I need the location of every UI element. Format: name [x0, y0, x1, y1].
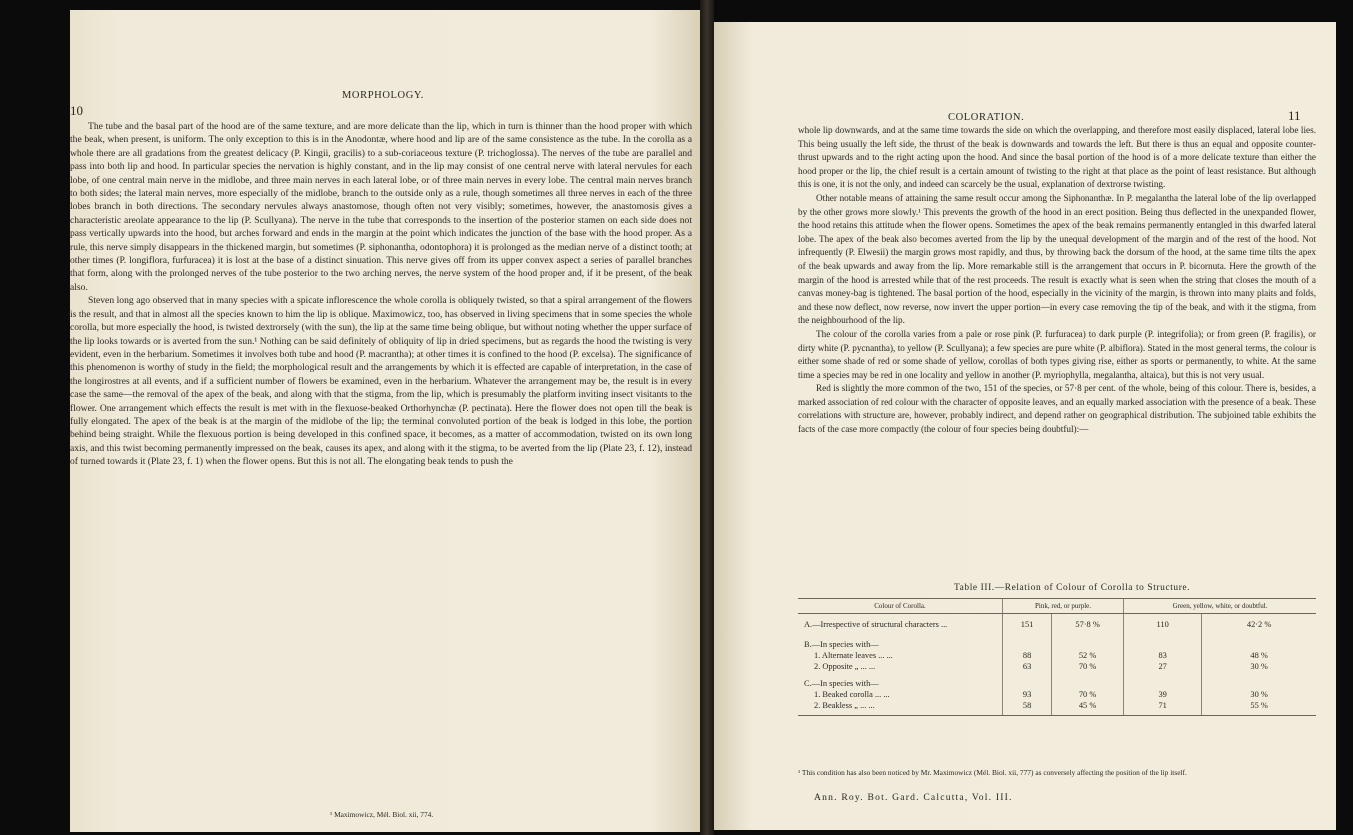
cell: 83 — [1124, 651, 1202, 662]
cell: 93 — [1003, 690, 1052, 701]
table-caption: Table III.—Relation of Colour of Corolla to Structure. — [954, 583, 1191, 593]
left-page — [70, 10, 700, 832]
table-row — [798, 634, 1316, 651]
row-label: 2. Opposite „ ... ... — [814, 661, 876, 671]
cell — [1003, 673, 1052, 690]
row-label: 1. Alternate leaves ... ... — [814, 650, 893, 660]
table-row — [798, 614, 1316, 634]
cell: 52 % — [1052, 651, 1124, 662]
cell: 55 % — [1202, 701, 1316, 716]
right-paragraph-4: Red is slightly the more common of the two, 151 of the species, or 57·8 per cent. of the whole, being of this colour. There is, besides, a marked association of red colour with the character of opposite leaves, and an equally marked association with the presence of a beak. These correlations with structure are, however, probably indirect, and depend rather on geographical distribution. The subjoined table exhibits the facts of the case more compactly (the colour of four species being doubtful):— — [798, 383, 1316, 435]
cell: 58 — [1003, 701, 1052, 716]
cell: 88 — [1003, 651, 1052, 662]
cell: 70 % — [1052, 690, 1124, 701]
right-page-number: 11 — [1288, 108, 1301, 123]
right-body-text — [798, 124, 1316, 437]
table-row — [798, 662, 1316, 673]
cell: 48 % — [1202, 651, 1316, 662]
cell — [1202, 673, 1316, 690]
cell: 27 — [1124, 662, 1202, 673]
table-row — [798, 701, 1316, 716]
cell: 39 — [1124, 690, 1202, 701]
left-footnote: ¹ Maximowicz, Mél. Biol. xii, 774. — [330, 810, 434, 819]
cell — [1052, 634, 1124, 651]
cell: 30 % — [1202, 690, 1316, 701]
cell — [1003, 634, 1052, 651]
cell: 42·2 % — [1202, 614, 1316, 634]
left-paragraph-1: The tube and the basal part of the hood are of the same texture, and are more delicate than the lip, which in turn is thinner than the hood proper with which the beak, when present, is uniform. The only exception to this is in the Anodontæ, where hood and lip are of the same consistence as the tube. In the corolla as a whole there are all gradations from the greatest delicacy (P. Kingii, gracilis) to a sub-coriaceous texture (P. trichoglossa). The nerves of the tube are parallel and pass into both lip and hood. In particular species the nervation is highly constant, and in the lip may consist of one central nerve with lateral nervules for each lobe, of one central main nerve in the midlobe, and three main nerves in each lateral lobe, or of three main nerves in every lobe. The central main nerves branch to both sides; the lateral main nerves, more especially of the midlobe, branch to the outside only as a rule, though sometimes all three nerves in each of the three lobes branch in both directions. The secondary nervules always anastomose, though often not very visibly; sometimes, however, the anastomosis gives a characteristic areolate appearance to the lip (P. Scullyana). The nerve in the tube that corresponds to the insertion of the posterior stamen on each side does not pass vertically upwards into the hood, but arches forward and ends in the margin at the point which indicates the junction of the base with the hood proper. As a rule, this nerve simply disappears in the thickened margin, but sometimes (P. siphonantha, odontophora) it is prolonged as the median nerve of a distinct tooth; at other times (P. longiflora, furfuracea) it is lost at the base of a distinct sinuation. This nerve gives off from its upper convex aspect a series of parallel branches that form, along with the prolonged nerves of the tube posterior to the two arching nerves, the nerve system of the hood proper and, if it be present, of the beak also. — [70, 121, 692, 293]
row-label: A.—Irrespective of structural characters ... — [804, 620, 948, 629]
book-spine — [700, 0, 714, 835]
cell — [1124, 673, 1202, 690]
cell — [1202, 634, 1316, 651]
table-row — [798, 690, 1316, 701]
row-label: 1. Beaked corolla ... ... — [814, 689, 890, 699]
left-paragraph-2: Steven long ago observed that in many species with a spicate inflorescence the whole corolla is obliquely twisted, so that a spiral arrangement of the flowers is the result, and that in almost all the species known to him the lip is oblique. Maximowicz, too, has observed in living specimens that in some species the whole corolla, but more especially the hood, is twisted dextrorsely (with the sun), the lip at the same time being oblique, but without noting whether the upper surface of the lip looks towards or is averted from the sun.¹ Nothing can be said definitely of obliquity of lip in dried specimens, but as regards the hood the twisting is very evident, even in the herbarium. Sometimes it involves both tube and hood (P. macrantha); at other times it is confined to the hood (P. excelsa). The significance of this phenomenon is worthy of study in the field; the morphological result and the arrangements by which it is effected are capable of interpretation, in the case of the longirostres at all events, and if a sufficient number of flowers be examined, even in the herbarium. Whatever the arrangement may be, the result is in every case the same—the removal of the apex of the beak, and along with that the stigma, from the lip, which is presumably the platform inviting insect visitants to the flower. One arrangement which effects the result is met with in the flexuose-beaked Orthorhynchæ (P. pectinata). Here the flower does not open till the beak is fully elongated. The apex of the beak is at the margin of the midlobe of the lip; the terminal convoluted portion of the beak is lodged in this lobe, the portion behind being straight. While the flexuous portion is being developed in this confined space, it becomes, as a matter of accommodation, twisted on its own long axis, and this twist becoming permanently impressed on the beak, causes its apex, and along with it the stigma, to be averted from the lip (Plate 23, f. 12), instead of turned towards it (Plate 23, f. 1) when the flower opens. But this is not all. The elongating beak tends to push the — [70, 295, 692, 468]
left-running-head: MORPHOLOGY. — [342, 90, 424, 101]
table-row — [798, 651, 1316, 662]
right-paragraph-1: whole lip downwards, and at the same time towards the side on which the overlapping, and therefore most easily displaced, lateral lobe lies. This being usually the left side, the thrust of the beak is downwards and towards the left. But there is thus an equal and opposite counter-thrust upwards and to the right acting upon the hood. And since the basal portion of the hood is of a more delicate texture than either the hood proper or the lip, the chief result is a certain amount of twisting to the right at that place as the point of least resistance. But although this is one, it is not the only, and indeed can scarcely be the usual, explanation of dextrorse twisting. — [798, 125, 1316, 190]
table-header-row — [798, 599, 1316, 614]
table-row — [798, 673, 1316, 690]
cell: 70 % — [1052, 662, 1124, 673]
table-header: Colour of Corolla. — [798, 599, 1003, 614]
cell: 151 — [1003, 614, 1052, 634]
coloration-table — [798, 598, 1316, 716]
table-header: Green, yellow, white, or doubtful. — [1124, 599, 1316, 614]
right-paragraph-2: Other notable means of attaining the same result occur among the Siphonanthæ. In P. megalantha the lateral lobe of the lip overlapped by the other grows more slowly.¹ This prevents the growth of the hood in an erect position. Being thus deflected in the unexpanded flower, the hood retains this attitude when the flower opens. Sometimes the apex of the beak remains permanently entangled in this dwarfed lateral lobe. The apex of the beak also becomes averted from the lip by the unequal development of the margin and of the rest of the hood. Not infrequently (P. Elwesii) the margin grows most rapidly, and thus, by throwing back the dorsum of the hood, at the same time tilts the apex of the beak upwards and away from the lip. More remarkable still is the arrangement that occurs in P. bicornuta. Here the growth of the margin of the hood is arrested while that of the rest proceeds. The result is exactly what is seen when the string that closes the mouth of a canvas money-bag is tightened. The basal portion of the hood, especially in the vicinity of the margin, is thrown into many plaits and folds, and these now deflect, now reverse, now invert the upper portion—in every case removing the tip of the beak, and with it the stigma, from the neighbourhood of the lip. — [798, 192, 1316, 326]
journal-footer: Ann. Roy. Bot. Gard. Calcutta, Vol. III. — [814, 792, 1013, 803]
right-paragraph-3: The colour of the corolla varies from a pale or rose pink (P. furfuracea) to dark purple (P. integrifolia); or from green (P. fragilis), or dirty white (P. pycnantha), to yellow (P. Scullyana); a few species are pure white (P. albiflora). Stated in the most general terms, the colour is either some shade of red or some shade of yellow, corollas of both types giving rise, either as sports or permanently, to white. At the same time a species may be red in one locality and yellow in another (P. myriophylla, megalantha, altaica), but this is not very usual. — [798, 328, 1316, 380]
cell — [1124, 634, 1202, 651]
cell: 57·8 % — [1052, 614, 1124, 634]
cell: 63 — [1003, 662, 1052, 673]
left-body-text — [70, 120, 692, 469]
row-label: C.—In species with— — [804, 678, 879, 688]
cell — [1052, 673, 1124, 690]
cell: 45 % — [1052, 701, 1124, 716]
right-footnote: ¹ This condition has also been noticed by Mr. Maximowicz (Mél. Biol. xii, 777) as conversely affecting the position of the lip itself. — [798, 768, 1187, 777]
row-label: 2. Beakless „ ... ... — [798, 701, 1003, 716]
right-page — [714, 22, 1336, 830]
row-label: B.—In species with— — [804, 639, 879, 649]
left-page-number: 10 — [70, 103, 83, 118]
cell: 30 % — [1202, 662, 1316, 673]
table-header: Pink, red, or purple. — [1003, 599, 1124, 614]
cell: 110 — [1124, 614, 1202, 634]
cell: 71 — [1124, 701, 1202, 716]
right-running-head: COLORATION. — [948, 112, 1025, 123]
